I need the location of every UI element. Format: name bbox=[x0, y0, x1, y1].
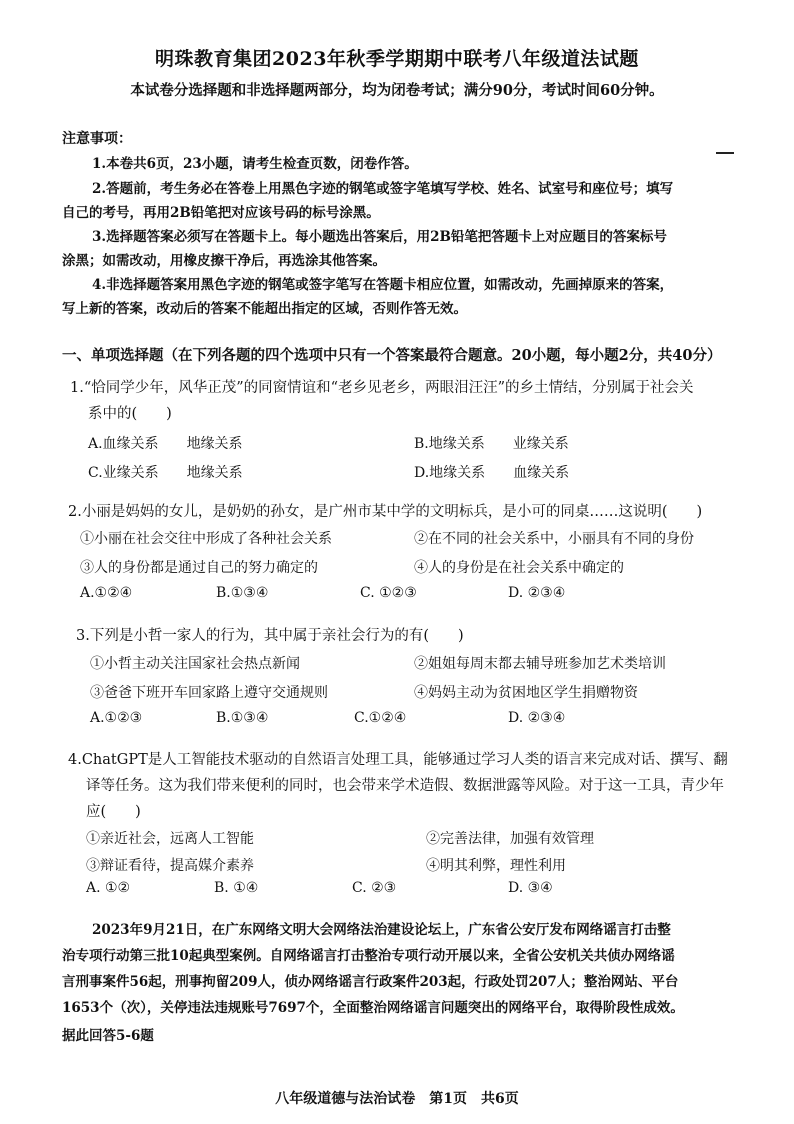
question-3-option-c: C.①②④ bbox=[354, 710, 407, 726]
question-2-statement-4: ④人的身份是在社会关系中确定的 bbox=[414, 560, 624, 576]
material-paragraph: 治专项行动第三批10起典型案例。自网络谣言打击整治专项行动开展以来，全省公安机关共侦办网络谣 bbox=[62, 948, 675, 964]
note-line: 涂黑；如需改动，用橡皮擦干净后，再选涂其他答案。 bbox=[62, 253, 386, 269]
note-line: 3.选择题答案必须写在答题卡上。每小题选出答案后，用2B铅笔把答题卡上对应题目的答案标号 bbox=[92, 229, 667, 245]
option-text: 业缘关系 bbox=[512, 436, 569, 452]
question-3-stem: 3.下列是小哲一家人的行为，其中属于亲社会行为的有( ) bbox=[76, 628, 464, 644]
note-line: 写上新的答案，改动后的答案不能超出指定的区域，否则作答无效。 bbox=[62, 301, 467, 317]
question-2-option-b: B.①③④ bbox=[216, 585, 269, 601]
note-line: 自己的考号，再用2B铅笔把对应该号码的标号涂黑。 bbox=[62, 205, 380, 221]
question-2-option-d: D. ②③④ bbox=[508, 585, 566, 601]
option-label: A.血缘关系 bbox=[88, 436, 159, 452]
question-3-option-b: B.①③④ bbox=[216, 710, 269, 726]
question-4-stem: 4.ChatGPT是人工智能技术驱动的自然语言处理工具，能够通过学习人类的语言来完成对话、撰写、翻 bbox=[68, 752, 728, 768]
option-text: 地缘关系 bbox=[186, 436, 243, 452]
option-text: 地缘关系 bbox=[186, 465, 243, 481]
question-2-statement-2: ②在不同的社会关系中，小丽具有不同的身份 bbox=[414, 531, 694, 547]
question-4-option-c: C. ②③ bbox=[352, 880, 397, 896]
option-label: D.地缘关系 bbox=[414, 465, 486, 481]
question-2-option-c: C. ①②③ bbox=[360, 585, 417, 601]
material-paragraph: 1653个（次），关停违法违规账号7697个，全面整治网络谣言问题突出的网络平台，取得阶段性成效。 bbox=[62, 1000, 684, 1016]
question-2-statement-1: ①小丽在社会交往中形成了各种社会关系 bbox=[80, 531, 332, 547]
question-2-option-a: A.①②④ bbox=[80, 585, 133, 601]
material-instruction: 据此回答5-6题 bbox=[62, 1028, 154, 1044]
question-3-statement-4: ④妈妈主动为贫困地区学生捐赠物资 bbox=[414, 685, 638, 701]
question-4-option-d: D. ③④ bbox=[508, 880, 553, 896]
question-4-statement-1: ①亲近社会，远离人工智能 bbox=[86, 831, 254, 847]
page-subtitle: 本试卷分选择题和非选择题两部分，均为闭卷考试；满分90分，考试时间60分钟。 bbox=[130, 82, 664, 99]
note-line: 2.答题前，考生务必在答卷上用黑色字迹的钢笔或签字笔填写学校、姓名、试室号和座位号；填写 bbox=[92, 181, 674, 197]
note-line: 1.本卷共6页，23小题，请考生检查页数，闭卷作答。 bbox=[92, 156, 418, 172]
question-4-statement-3: ③辩证看待，提高媒介素养 bbox=[86, 858, 254, 874]
material-paragraph: 言刑事案件56起，刑事拘留209人，侦办网络谣言行政案件203起，行政处罚207人；整治网站、平台 bbox=[62, 974, 679, 990]
question-1-option-d bbox=[414, 462, 569, 482]
question-4-option-a: A. ①② bbox=[86, 880, 131, 896]
section-heading: 一、单项选择题（在下列各题的四个选项中只有一个答案最符合题意。20小题，每小题2分，共40分） bbox=[62, 347, 722, 364]
option-text: 血缘关系 bbox=[513, 465, 570, 481]
question-4-stem: 译等任务。这为我们带来便利的同时，也会带来学术造假、数据泄露等风险。对于这一工具，青少年 bbox=[86, 778, 724, 794]
question-2-statement-3: ③人的身份都是通过自己的努力确定的 bbox=[80, 560, 318, 576]
question-3-statement-2: ②姐姐每周末都去辅导班参加艺术类培训 bbox=[414, 656, 666, 672]
notes-heading: 注意事项： bbox=[62, 131, 132, 147]
material-paragraph: 2023年9月21日，在广东网络文明大会网络法治建设论坛上，广东省公安厅发布网络谣言打击整 bbox=[92, 922, 671, 938]
question-1-stem: 1.“恰同学少年，风华正茂”的同窗情谊和“老乡见老乡，两眼泪汪汪”的乡土情结，分别属于社会关 bbox=[70, 380, 694, 396]
question-3-statement-3: ③爸爸下班开车回家路上遵守交通规则 bbox=[90, 685, 328, 701]
margin-mark bbox=[716, 152, 734, 154]
question-1-option-c bbox=[88, 462, 243, 482]
question-1-option-b bbox=[414, 433, 569, 453]
page-title: 明珠教育集团2023年秋季学期期中联考八年级道法试题 bbox=[155, 48, 639, 70]
question-4-statement-4: ④明其利弊，理性利用 bbox=[426, 858, 566, 874]
question-3-option-d: D. ②③④ bbox=[508, 710, 566, 726]
option-label: C.业缘关系 bbox=[88, 465, 159, 481]
question-3-option-a: A.①②③ bbox=[90, 710, 143, 726]
page-footer: 八年级道德与法治试卷 第1页 共6页 bbox=[275, 1091, 519, 1107]
question-1-stem: 系中的( ) bbox=[88, 406, 172, 422]
question-4-stem: 应( ) bbox=[86, 804, 141, 820]
question-2-stem: 2.小丽是妈妈的女儿，是奶奶的孙女，是广州市某中学的文明标兵，是小可的同桌……这说明( ) bbox=[68, 504, 703, 520]
question-4-statement-2: ②完善法律，加强有效管理 bbox=[426, 831, 594, 847]
question-1-option-a bbox=[88, 433, 243, 453]
option-label: B.地缘关系 bbox=[414, 436, 485, 452]
note-line: 4.非选择题答案用黑色字迹的钢笔或签字笔写在答题卡相应位置，如需改动，先画掉原来的答案， bbox=[92, 277, 674, 293]
question-4-option-b: B. ①④ bbox=[214, 880, 259, 896]
question-3-statement-1: ①小哲主动关注国家社会热点新闻 bbox=[90, 656, 300, 672]
